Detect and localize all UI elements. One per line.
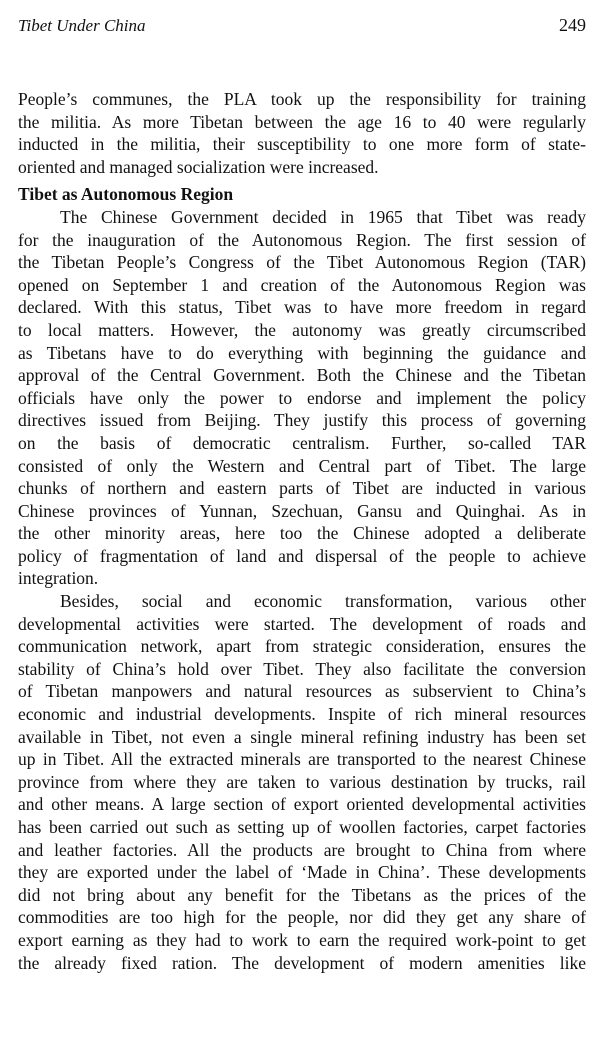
text-line: and other means. A large section of export oriented developmental activities [18, 794, 586, 815]
text-line: as Tibetans have to do everything with beginning the guidance and [18, 342, 586, 363]
paragraph-communes [18, 88, 586, 178]
page-number: 249 [559, 15, 586, 35]
text-line: province from where they are taken to various destination by trucks, rail [18, 771, 586, 792]
text-line: consisted of only the Western and Central part of Tibet. The large [18, 455, 586, 476]
text-line: Besides, social and economic transformation, various other [60, 591, 586, 612]
text-line: economic and industrial developments. Inspite of rich mineral resources [18, 704, 586, 725]
text-line: for the inauguration of the Autonomous Region. The first session of [18, 229, 586, 250]
text-line: the already fixed ration. The development of modern amenities like [18, 952, 586, 973]
section-autonomous-region [18, 183, 586, 590]
text-line: they are exported under the label of ‘Made in China’. These developments [18, 862, 586, 883]
text-line: to local matters. However, the autonomy was greatly circumscribed [18, 319, 586, 340]
text-line: People’s communes, the PLA took up the responsibility for training [18, 89, 586, 109]
text-line: policy of fragmentation of land and dispersal of the people to achieve [18, 545, 586, 566]
text-line: and leather factories. All the products are brought to China from where [18, 839, 586, 860]
text-line: developmental activities were started. The development of roads and [18, 613, 586, 634]
text-line: chunks of northern and eastern parts of Tibet are inducted in various [18, 478, 586, 499]
section-heading: Tibet as Autonomous Region [18, 184, 234, 205]
text-line: commodities are too high for the people, nor did they get any share of [18, 907, 586, 928]
text-line: did not bring about any benefit for the Tibetans as the prices of the [18, 884, 586, 905]
text-line: opened on September 1 and creation of the Autonomous Region was [18, 274, 586, 295]
book-page [18, 14, 586, 974]
text-line: directives issued from Beijing. They justify this process of governing [18, 410, 586, 431]
text-line: officials have only the power to endorse and implement the policy [18, 387, 586, 408]
text-line: inducted in the militia, their susceptibility to one more form of state- [18, 134, 586, 155]
text-line: communication network, apart from strategic consideration, ensures the [18, 636, 586, 657]
text-line: approval of the Central Government. Both the Chinese and the Tibetan [18, 365, 586, 386]
text-line: the other minority areas, here too the Chinese adopted a deliberate [18, 523, 586, 544]
paragraph-development [18, 590, 586, 974]
text-line: up in Tibet. All the extracted minerals are transported to the nearest Chinese [18, 749, 586, 770]
body-text [18, 88, 586, 974]
text-line: oriented and managed socialization were increased. [18, 156, 379, 177]
text-line: declared. With this status, Tibet was to have more freedom in regard [18, 297, 586, 318]
text-line: the militia. As more Tibetan between the age 16 to 40 were regularly [18, 111, 586, 132]
text-line: The Chinese Government decided in 1965 that Tibet was ready [60, 206, 586, 227]
text-line: the Tibetan People’s Congress of the Tibet Autonomous Region (TAR) [18, 252, 586, 273]
text-line: available in Tibet, not even a single mineral refining industry has been set [18, 726, 586, 747]
running-title: Tibet Under China [18, 16, 146, 35]
text-line: integration. [18, 568, 99, 589]
text-line: export earning as they had to work to earn the required work-point to get [18, 929, 586, 950]
text-line: Chinese provinces of Yunnan, Szechuan, Gansu and Quinghai. As in [18, 500, 586, 521]
running-header [18, 14, 586, 42]
text-line: stability of China’s hold over Tibet. They also facilitate the conversion [18, 658, 586, 679]
text-line: of Tibetan manpowers and natural resources as subservient to China’s [18, 681, 586, 702]
text-line: on the basis of democratic centralism. Further, so-called TAR [18, 432, 586, 453]
text-line: has been carried out such as setting up of woollen factories, carpet factories [18, 817, 586, 837]
